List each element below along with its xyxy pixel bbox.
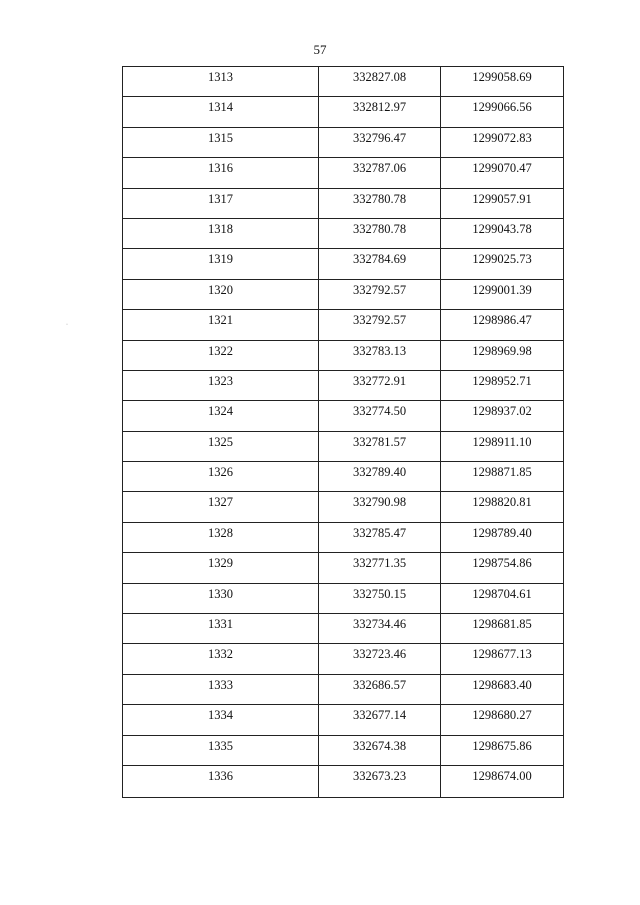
point-number-cell: 1326 [123,462,319,492]
point-number-cell: 1333 [123,674,319,704]
scan-artifact: · [66,322,68,328]
y-coordinate-cell: 1298986.47 [441,310,564,340]
x-coordinate-cell: 332792.57 [319,310,441,340]
x-coordinate-cell: 332774.50 [319,401,441,431]
point-number-cell: 1315 [123,127,319,157]
table-row [123,97,564,127]
table-row [123,158,564,188]
x-coordinate-cell: 332723.46 [319,644,441,674]
y-coordinate-cell: 1298820.81 [441,492,564,522]
table-row [123,735,564,765]
y-coordinate-cell: 1299072.83 [441,127,564,157]
table-row [123,401,564,431]
point-number-cell: 1328 [123,522,319,552]
point-number-cell: 1314 [123,97,319,127]
table-row [123,310,564,340]
x-coordinate-cell: 332734.46 [319,614,441,644]
x-coordinate-cell: 332812.97 [319,97,441,127]
y-coordinate-cell: 1298674.00 [441,765,564,797]
table-row [123,462,564,492]
x-coordinate-cell: 332771.35 [319,553,441,583]
table-row [123,340,564,370]
x-coordinate-cell: 332674.38 [319,735,441,765]
table-row [123,188,564,218]
x-coordinate-cell: 332784.69 [319,249,441,279]
x-coordinate-cell: 332677.14 [319,705,441,735]
table-row [123,370,564,400]
page-number: 57 [313,42,327,57]
y-coordinate-cell: 1299058.69 [441,67,564,97]
table-row [123,705,564,735]
y-coordinate-cell: 1298937.02 [441,401,564,431]
point-number-cell: 1330 [123,583,319,613]
point-number-cell: 1334 [123,705,319,735]
point-number-cell: 1332 [123,644,319,674]
x-coordinate-cell: 332780.78 [319,188,441,218]
point-number-cell: 1316 [123,158,319,188]
y-coordinate-cell: 1298704.61 [441,583,564,613]
point-number-cell: 1317 [123,188,319,218]
point-number-cell: 1327 [123,492,319,522]
x-coordinate-cell: 332772.91 [319,370,441,400]
y-coordinate-cell: 1298789.40 [441,522,564,552]
point-number-cell: 1322 [123,340,319,370]
table-row [123,674,564,704]
x-coordinate-cell: 332790.98 [319,492,441,522]
x-coordinate-cell: 332673.23 [319,765,441,797]
y-coordinate-cell: 1299001.39 [441,279,564,309]
x-coordinate-cell: 332783.13 [319,340,441,370]
point-number-cell: 1329 [123,553,319,583]
table-row [123,218,564,248]
point-number-cell: 1325 [123,431,319,461]
y-coordinate-cell: 1298683.40 [441,674,564,704]
point-number-cell: 1319 [123,249,319,279]
coordinate-table-body [123,67,564,798]
x-coordinate-cell: 332750.15 [319,583,441,613]
x-coordinate-cell: 332792.57 [319,279,441,309]
x-coordinate-cell: 332796.47 [319,127,441,157]
x-coordinate-cell: 332785.47 [319,522,441,552]
y-coordinate-cell: 1298969.98 [441,340,564,370]
y-coordinate-cell: 1298871.85 [441,462,564,492]
x-coordinate-cell: 332780.78 [319,218,441,248]
table-row [123,583,564,613]
x-coordinate-cell: 332686.57 [319,674,441,704]
y-coordinate-cell: 1298675.86 [441,735,564,765]
point-number-cell: 1324 [123,401,319,431]
y-coordinate-cell: 1299025.73 [441,249,564,279]
y-coordinate-cell: 1299043.78 [441,218,564,248]
y-coordinate-cell: 1299070.47 [441,158,564,188]
y-coordinate-cell: 1298911.10 [441,431,564,461]
table-row [123,644,564,674]
table-row [123,765,564,797]
y-coordinate-cell: 1298681.85 [441,614,564,644]
point-number-cell: 1313 [123,67,319,97]
y-coordinate-cell: 1299057.91 [441,188,564,218]
y-coordinate-cell: 1298680.27 [441,705,564,735]
x-coordinate-cell: 332827.08 [319,67,441,97]
coordinate-table [122,66,564,798]
table-row [123,127,564,157]
y-coordinate-cell: 1299066.56 [441,97,564,127]
y-coordinate-cell: 1298677.13 [441,644,564,674]
y-coordinate-cell: 1298754.86 [441,553,564,583]
x-coordinate-cell: 332787.06 [319,158,441,188]
point-number-cell: 1335 [123,735,319,765]
point-number-cell: 1318 [123,218,319,248]
table-row [123,431,564,461]
table-row [123,553,564,583]
point-number-cell: 1323 [123,370,319,400]
y-coordinate-cell: 1298952.71 [441,370,564,400]
table-row [123,249,564,279]
table-row [123,279,564,309]
table-row [123,67,564,97]
table-row [123,522,564,552]
point-number-cell: 1320 [123,279,319,309]
table-row [123,614,564,644]
point-number-cell: 1321 [123,310,319,340]
table-row [123,492,564,522]
x-coordinate-cell: 332781.57 [319,431,441,461]
x-coordinate-cell: 332789.40 [319,462,441,492]
point-number-cell: 1331 [123,614,319,644]
point-number-cell: 1336 [123,765,319,797]
